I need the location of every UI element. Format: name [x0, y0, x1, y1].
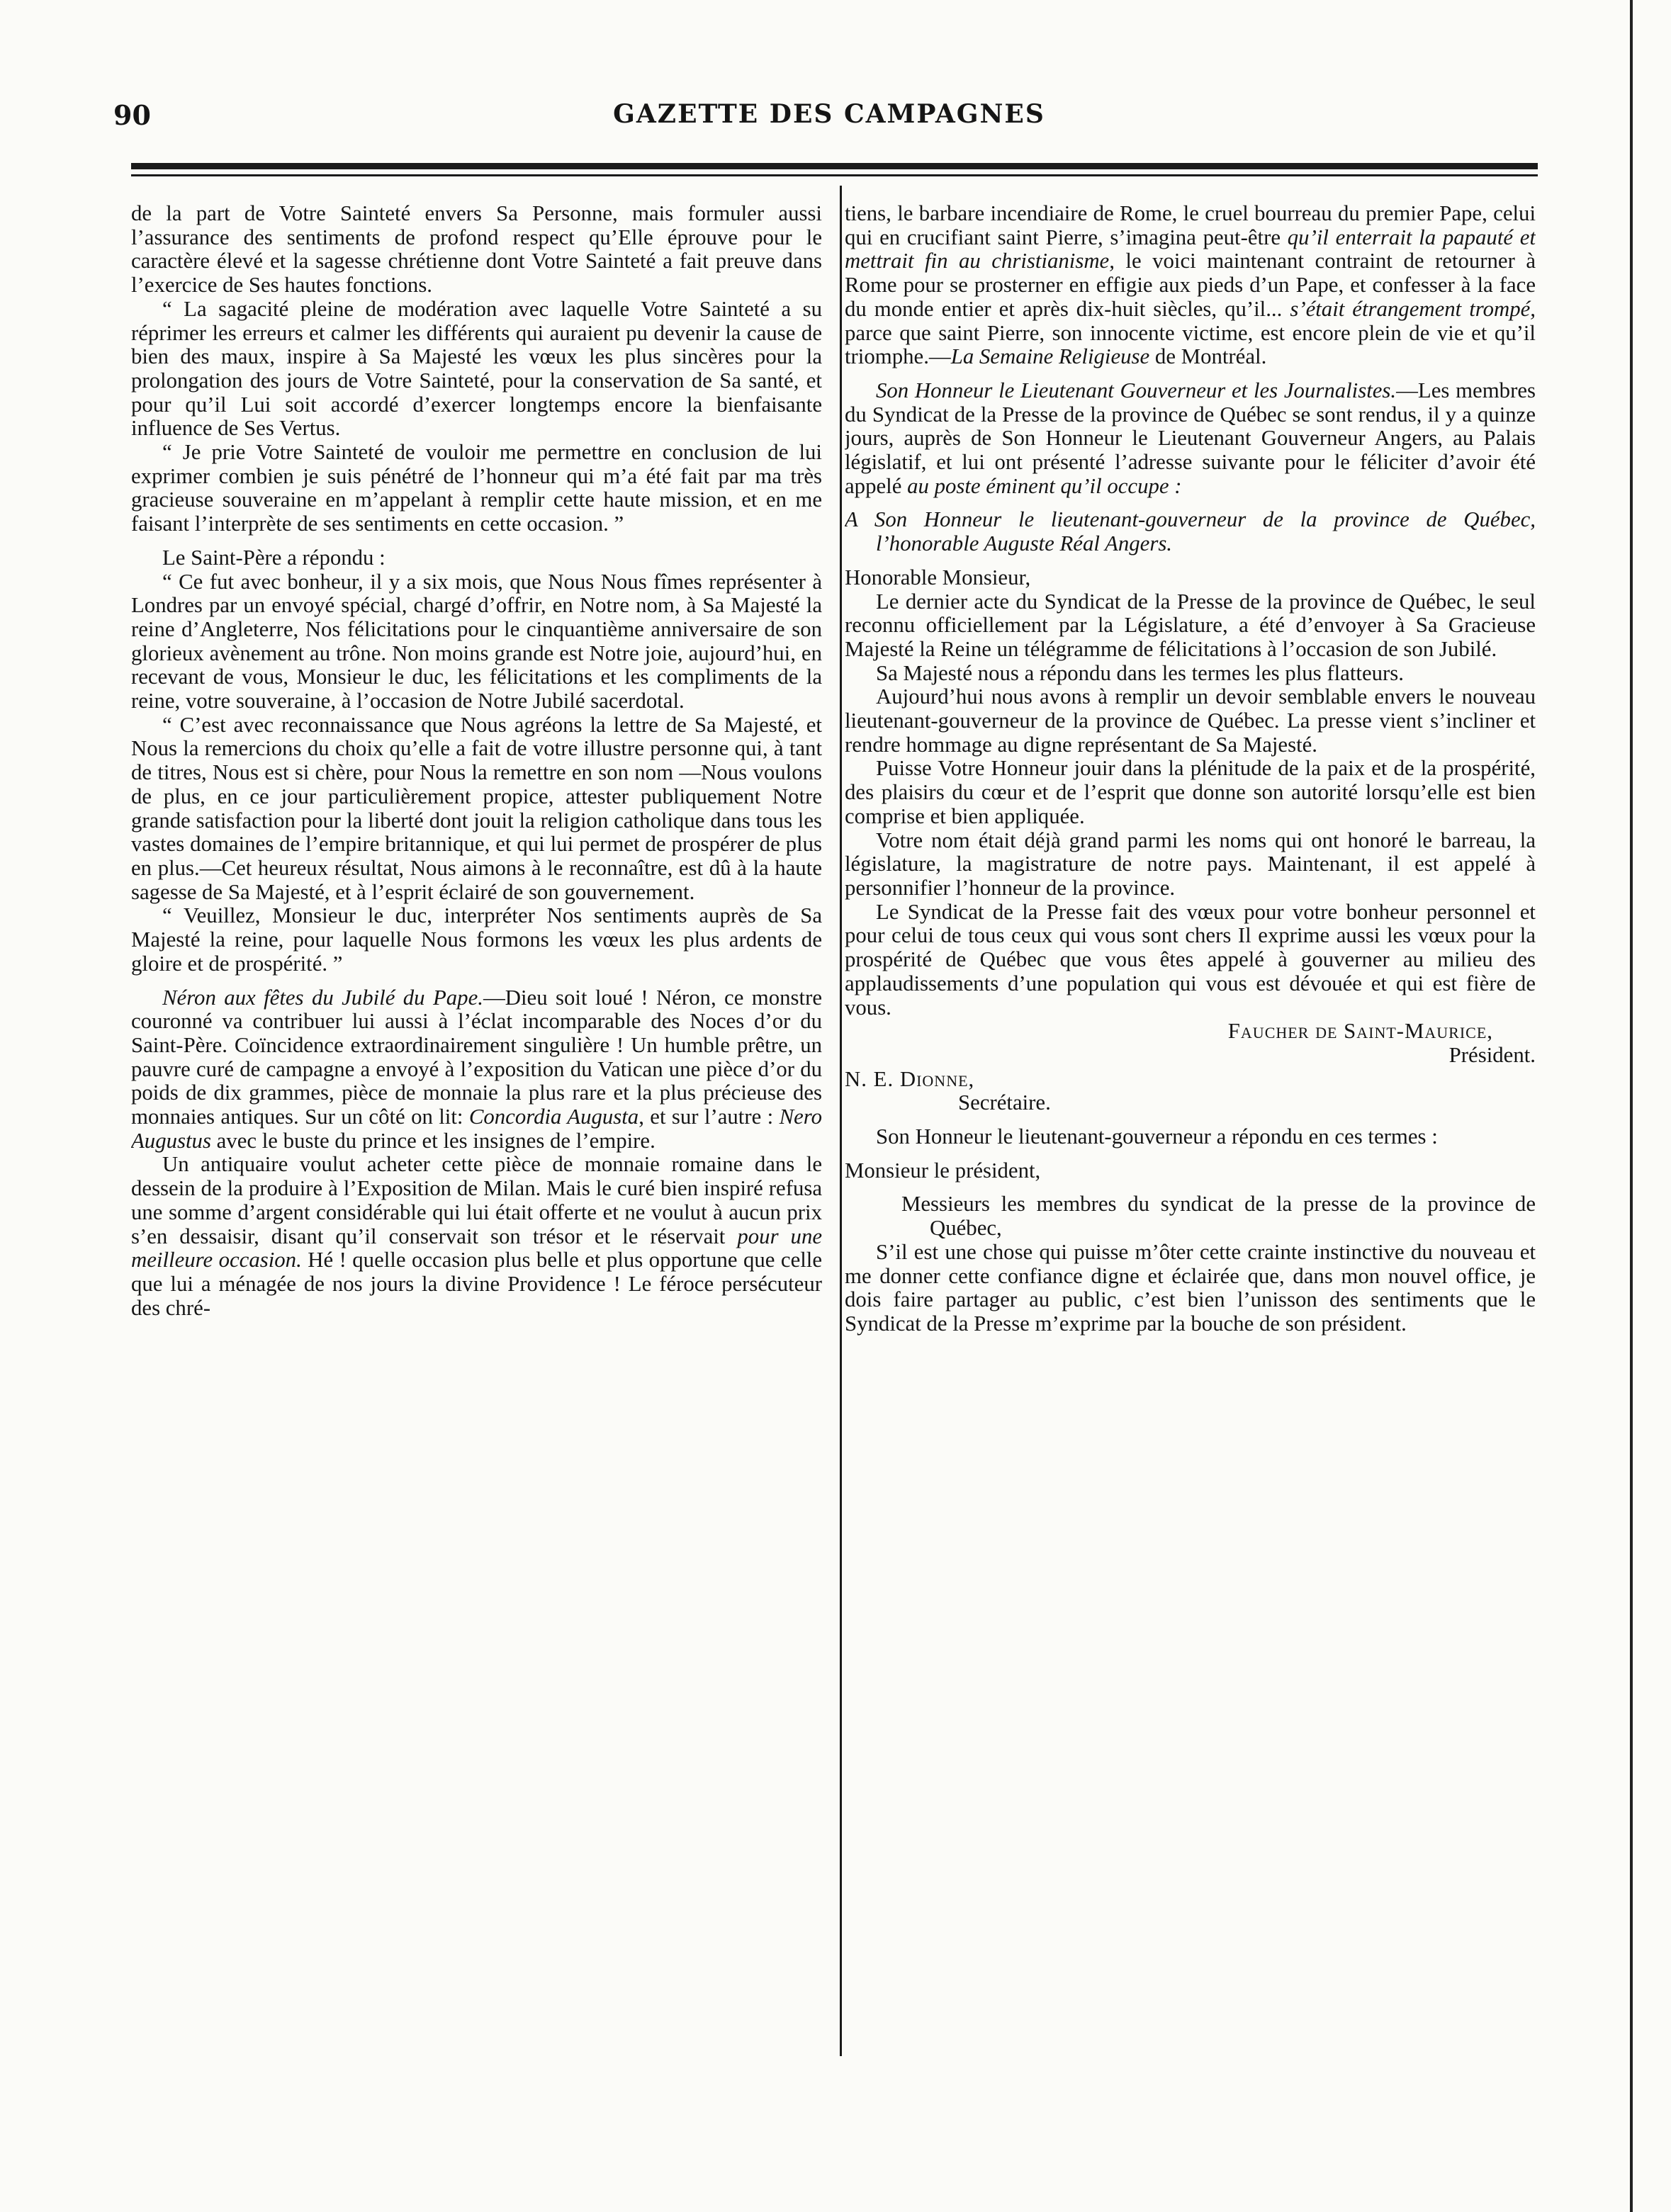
column-divider — [840, 186, 842, 2056]
article-neron: Néron aux fêtes du Jubilé du Pape.—Dieu soit loué ! Néron, ce monstre couronné va contribuer lui aussi à l’éclat incomparable des Noces d’or du Saint-Père. Coïncidence extraordinairement singulière ! Un humble prêtre, un pauvre curé de campagne a envoyé à l’exposition du Vatican une pièce d’or du poids de dix grammes, pièce de monnaie la plus rare et la plus précieuse des monnaies antiques. Sur un côté on lit: Concordia Augusta, et sur l’autre : Nero Augustus avec le buste du prince et les insignes de l’empire. — [131, 985, 822, 1153]
paragraph: “ La sagacité pleine de modération avec laquelle Votre Sainteté a su réprimer les erreurs et calmer les différents qui auraient pu devenir la cause de bien des maux, inspire à Sa Majesté les vœux les plus sincères pour la prolongation des jours de Votre Sainteté, pour la conservation de Sa santé, et pour qu’il Lui soit accordé d’exercer longtemps encore la bienfaisante influence de Ses Vertus. — [131, 296, 822, 441]
left-column — [131, 202, 822, 2072]
paragraph: tiens, le barbare incendiaire de Rome, le cruel bourreau du premier Pape, celui qui en crucifiant saint Pierre, s’imagina peut-être qu’il enterrait la papauté et mettrait fin au christianisme, le voici maintenant contraint de retourner à Rome pour se prosterner en effigie aux pieds d’un Pape, et confesser à la face du monde entier et après dix-huit siècles, qu’il... s’était étrangement trompé, parce que saint Pierre, son innocente victime, est encore plein de vie et qu’il triomphe.—La Semaine Religieuse de Montréal. — [845, 202, 1536, 369]
paragraph: de la part de Votre Sainteté envers Sa Personne, mais formuler aussi l’assurance des sentiments de profond respect qu’Elle éprouve pour le caractère élevé et la sagesse chrétienne dont Votre Sainteté a fait preuve dans l’exercice de Ses hautes fonctions. — [131, 202, 822, 298]
reply-address: Messieurs les membres du syndicat de la presse de la province de Québec, — [901, 1192, 1536, 1241]
signature-president: Faucher de Saint-Maurice, — [1227, 1019, 1493, 1044]
address-line: A Son Honneur le lieutenant-gouverneur de la province de Québec, l’honorable Auguste Réal Angers. — [845, 507, 1536, 556]
right-column — [845, 202, 1536, 2072]
header-rule-thin — [131, 174, 1538, 176]
signature-role: Président. — [1448, 1042, 1536, 1067]
article-title: Néron aux fêtes du Jubilé du Pape. — [162, 985, 483, 1010]
reply-salutation: Monsieur le président, — [845, 1158, 1041, 1183]
paragraph: Son Honneur le lieutenant-gouverneur a répondu en ces termes : — [876, 1124, 1438, 1149]
paragraph: “ C’est avec reconnaissance que Nous agréons la lettre de Sa Majesté, et Nous la remercions du choix qu’elle a fait de votre illustre personne qui, à tant de titres, Nous est si chère, pour Nous la remettre en son nom —Nous voulons de plus, en ce jour particulièrement propice, attester publiquement Notre grande satisfaction pour la liberté dont jouit la religion catholique dans tous les vastes domaines de l’empire britannique, et qui lui permet de prospérer de plus en plus.—Cet heureux résultat, Nous aimons à le reconnaître, est dû à la haute sagesse de Sa Majesté, et à l’esprit éclairé de son gouvernement. — [131, 712, 822, 904]
paragraph: Le dernier acte du Syndicat de la Presse de la province de Québec, le seul reconnu officiellement par la Législature, a été d’envoyer à Sa Gracieuse Majesté la Reine un télégramme de félicitations à l’occasion de son Jubilé. — [845, 589, 1536, 661]
paragraph: Votre nom était déjà grand parmi les noms qui ont honoré le barreau, la législature, la magistrature de notre pays. Maintenant, il est appelé à personnifier l’honneur de la province. — [845, 828, 1536, 900]
salutation: Honorable Monsieur, — [845, 565, 1031, 589]
paragraph: S’il est une chose qui puisse m’ôter cette crainte instinctive du nouveau et me donner cette confiance digne et éclairée que, dans mon nouvel office, je dois faire partager au public, c’est bien l’unisson des sentiments que le Syndicat de la Presse m’exprime par la bouche de son président. — [845, 1239, 1536, 1336]
paragraph: “ Veuillez, Monsieur le duc, interpréter Nos sentiments auprès de Sa Majesté la reine, pour laquelle Nous formons les vœux les plus ardents de gloire et de prospérité. ” — [131, 903, 822, 976]
article-journalistes: Son Honneur le Lieutenant Gouverneur et les Journalistes.—Les membres du Syndicat de la Presse de la province de Québec se sont rendus, il y a quinze jours, auprès de Son Honneur le Lieutenant Gouverneur Angers, au Palais législatif, et lui ont présenté l’adresse suivante pour le féliciter d’avoir été appelé au poste éminent qu’il occupe : — [845, 378, 1536, 498]
paragraph: Sa Majesté nous a répondu dans les termes les plus flatteurs. — [876, 660, 1404, 685]
paragraph: Un antiquaire voulut acheter cette pièce de monnaie romaine dans le dessein de la produire à l’Exposition de Milan. Mais le curé bien inspiré refusa une somme d’argent considérable qui lui était offerte et ne voulut à aucun prix s’en dessaisir, disant qu’il conservait son trésor et le réservait pour une meilleure occasion. Hé ! quelle occasion plus belle et plus opportune que celle que lui a ménagée de nos jours la divine Providence ! Le féroce persécuteur des chré- — [131, 1152, 822, 1320]
paragraph: Aujourd’hui nous avons à remplir un devoir semblable envers le nouveau lieutenant-gouverneur de la province de Québec. La presse vient s’incliner et rendre hommage au digne représentant de Sa Majesté. — [845, 684, 1536, 757]
paragraph: “ Je prie Votre Sainteté de vouloir me permettre en conclusion de lui exprimer combien je suis pénétré de l’honneur qui m’a été fait par ma très gracieuse souveraine en m’appelant à remplir cette haute mission, et en me faisant l’interprète de ses sentiments en cette occasion. ” — [131, 440, 822, 536]
paragraph: “ Ce fut avec bonheur, il y a six mois, que Nous Nous fîmes représenter à Londres par un envoyé spécial, chargé d’offrir, en Notre nom, à Sa Majesté la reine d’Angleterre, Nos félicitations pour le cinquantième anniversaire de son glorieux avènement au trône. Non moins grande est Notre joie, aujourd’hui, en recevant de vous, Monsieur le duc, les félicitations et les compliments de la reine, votre souveraine, à l’occasion de Notre Jubilé sacerdotal. — [131, 569, 822, 713]
signature-role: Secrétaire. — [958, 1090, 1051, 1115]
paragraph: Le Saint-Père a répondu : — [162, 545, 386, 570]
signature-secretary: N. E. Dionne, — [845, 1066, 975, 1091]
paragraph: Le Syndicat de la Presse fait des vœux pour votre bonheur personnel et pour celui de tous ceux qui vous sont chers Il exprime aussi les vœux pour la prospérité de Québec que vous êtes appelé à gouverner au milieu des applaudissements d’une population qui vous est dévouée et qui est fière de vous. — [845, 899, 1536, 1020]
paragraph: Puisse Votre Honneur jouir dans la plénitude de la paix et de la prospérité, des plaisirs du cœur et de l’esprit que donne son autorité lorsqu’elle est bien comprise et bien appliquée. — [845, 756, 1536, 828]
binding-edge-line — [1630, 0, 1633, 2212]
running-title: GAZETTE DES CAMPAGNES — [613, 99, 1045, 129]
page-number: 90 — [113, 99, 151, 131]
article-title: Son Honneur le Lieutenant Gouverneur et les Journalistes. — [876, 378, 1397, 402]
header-rule-thick — [131, 163, 1538, 169]
page-header — [113, 99, 1545, 135]
